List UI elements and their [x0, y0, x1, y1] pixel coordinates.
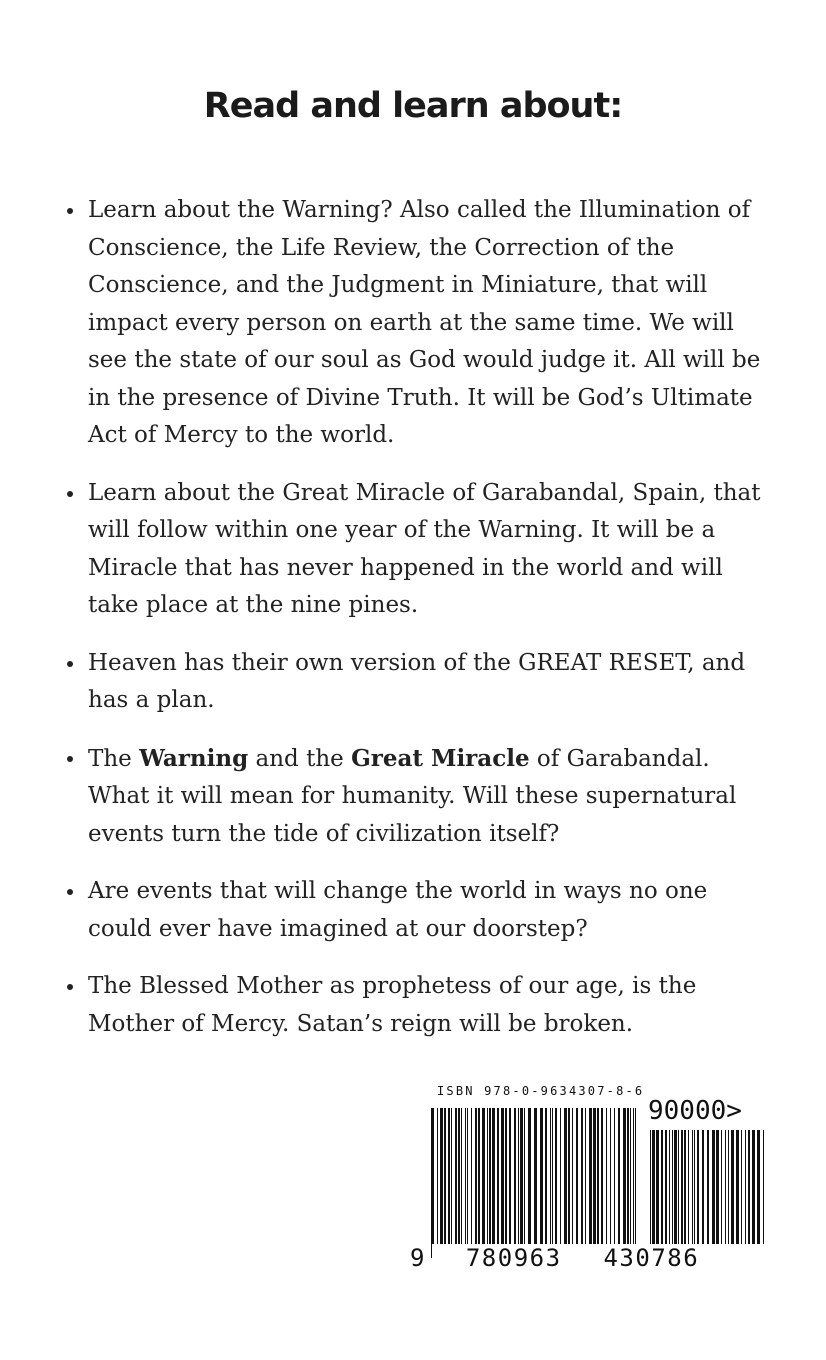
barcode-bar — [694, 1130, 695, 1244]
barcode-bar — [471, 1108, 472, 1244]
price-code: 90000> — [648, 1096, 742, 1126]
barcode-bar — [455, 1108, 457, 1244]
bullet-bold-text: Warning — [139, 744, 249, 772]
barcode-bar — [540, 1108, 543, 1244]
barcode-bar — [572, 1108, 573, 1244]
barcode-bar — [448, 1108, 450, 1244]
barcode-bar — [674, 1130, 677, 1244]
barcode-bar — [606, 1108, 607, 1244]
barcode-bar — [684, 1130, 686, 1244]
barcode-bar — [610, 1108, 611, 1244]
barcode-bar — [458, 1108, 460, 1244]
barcode-digits — [410, 1244, 700, 1272]
barcode-bar — [745, 1130, 746, 1244]
barcode-bar — [627, 1108, 629, 1244]
barcode-bar — [652, 1130, 655, 1244]
barcode-bar — [725, 1130, 726, 1244]
barcode-bar — [681, 1130, 683, 1244]
barcode-bar — [581, 1108, 583, 1244]
barcode-bar — [650, 1130, 651, 1244]
barcode-bar — [630, 1108, 631, 1244]
barcode-bar — [678, 1130, 679, 1244]
barcode-digit-group-1: 780963 — [465, 1244, 562, 1272]
barcode-bar — [520, 1108, 523, 1244]
barcode-digit-group-2: 430786 — [603, 1244, 700, 1272]
barcode-bar — [661, 1130, 663, 1244]
barcode-bar — [475, 1108, 477, 1244]
barcode-bar — [467, 1108, 468, 1244]
barcode-bar — [665, 1130, 667, 1244]
barcode-bar — [589, 1108, 592, 1244]
addon-barcode-bars — [648, 1130, 768, 1258]
barcode-bar — [597, 1108, 599, 1244]
barcode-digit-lead: 9 — [410, 1244, 426, 1272]
page-title: Read and learn about: — [203, 86, 623, 126]
barcode-bar — [534, 1108, 537, 1244]
barcode-bar — [524, 1108, 525, 1244]
bullet-item — [88, 873, 778, 948]
barcode-bar — [736, 1130, 739, 1244]
bullet-text: and the — [248, 745, 352, 772]
bullet-bold-text: Great Miracle — [351, 744, 530, 772]
bullet-text: Heaven has their own version of the GREAT RESET, and has a plan. — [88, 649, 746, 713]
barcode-bar — [465, 1108, 466, 1244]
bullet-item — [88, 645, 778, 720]
barcode-bar — [623, 1108, 626, 1244]
barcode-bar — [440, 1108, 443, 1244]
barcode-bar — [748, 1130, 750, 1244]
bullet-item — [88, 475, 778, 625]
bullet-item — [88, 740, 778, 854]
barcode-bar — [451, 1108, 452, 1244]
barcode-bar — [601, 1108, 603, 1244]
barcode-bar — [614, 1108, 615, 1244]
barcode-bar — [444, 1108, 446, 1244]
barcode-bar — [716, 1130, 719, 1244]
barcode-block — [410, 1084, 770, 1284]
barcode-bar — [757, 1130, 760, 1244]
isbn-label: ISBN 978-0-9634307-8-6 — [437, 1084, 645, 1098]
barcode-bar — [568, 1108, 570, 1244]
barcode-bar — [501, 1108, 504, 1244]
bullet-text: Are events that will change the world in ways no one could ever have imagined at our doorstep? — [88, 878, 708, 942]
bullet-text: Learn about the Great Miracle of Garabandal, Spain, that will follow within one year of the Warning. It will be a Miracle that has never happened in the world and will take place at the nine pines. — [88, 479, 761, 618]
barcode-bar — [509, 1108, 511, 1244]
barcode-bar — [721, 1130, 722, 1244]
ean-barcode-bars — [429, 1108, 639, 1258]
bullet-text: The Blessed Mother as prophetess of our age, is the Mother of Mercy. Satan’s reign will be broken. — [88, 973, 697, 1037]
barcode-bar — [489, 1108, 491, 1244]
barcode-bar — [712, 1130, 715, 1244]
barcode-bar — [576, 1108, 578, 1244]
barcode-bar — [431, 1108, 434, 1258]
barcode-bar — [555, 1108, 557, 1244]
barcode-bar — [752, 1130, 755, 1244]
barcode-bar — [461, 1108, 462, 1244]
barcode-bar — [518, 1108, 519, 1244]
barcode-bar — [550, 1108, 551, 1258]
barcode-bar — [731, 1130, 734, 1244]
barcode-bar — [702, 1130, 704, 1244]
barcode-bar — [505, 1108, 507, 1244]
barcode-bar — [437, 1108, 438, 1258]
barcode-bar — [545, 1108, 547, 1244]
bullet-text: of Garabandal. What it will mean for humanity. Will these supernatural events turn the tide of civilization itself? — [88, 745, 737, 847]
barcode-bar — [585, 1108, 586, 1244]
barcode-bar — [478, 1108, 480, 1244]
barcode-bar — [514, 1108, 516, 1244]
barcode-bar — [672, 1130, 673, 1244]
bullet-list — [88, 192, 778, 1063]
barcode-bar — [697, 1130, 699, 1244]
barcode-bar — [633, 1108, 634, 1244]
barcode-bar — [492, 1108, 495, 1244]
barcode-bar — [692, 1130, 693, 1244]
barcode-bar — [763, 1130, 764, 1244]
barcode-bar — [482, 1108, 485, 1244]
bullet-text: The — [88, 745, 140, 772]
barcode-bar — [552, 1108, 553, 1258]
bullet-item — [88, 192, 778, 455]
barcode-bar — [669, 1130, 670, 1244]
barcode-bar — [560, 1108, 561, 1244]
barcode-bar — [656, 1130, 659, 1244]
barcode-bar — [487, 1108, 488, 1244]
barcode-bar — [728, 1130, 729, 1244]
barcode-bar — [688, 1130, 689, 1244]
barcode-bar — [497, 1108, 499, 1244]
barcode-bar — [635, 1108, 636, 1244]
barcode-bar — [618, 1108, 620, 1244]
bullet-text: Learn about the Warning? Also called the Illumination of Conscience, the Life Review, the Correction of the Conscience, and the Judgment in Miniature, that will impact every person on earth at the same time. We will see the state of our soul as God would judge it. All will be in the presence of Divine Truth. It will be God’s Ultimate Act of Mercy to the world. — [88, 197, 761, 448]
barcode-bar — [593, 1108, 596, 1244]
barcode-bar — [564, 1108, 567, 1244]
barcode-bar — [707, 1130, 709, 1244]
bullet-item — [88, 968, 778, 1043]
barcode-bar — [741, 1130, 742, 1244]
barcode-bar — [528, 1108, 531, 1244]
